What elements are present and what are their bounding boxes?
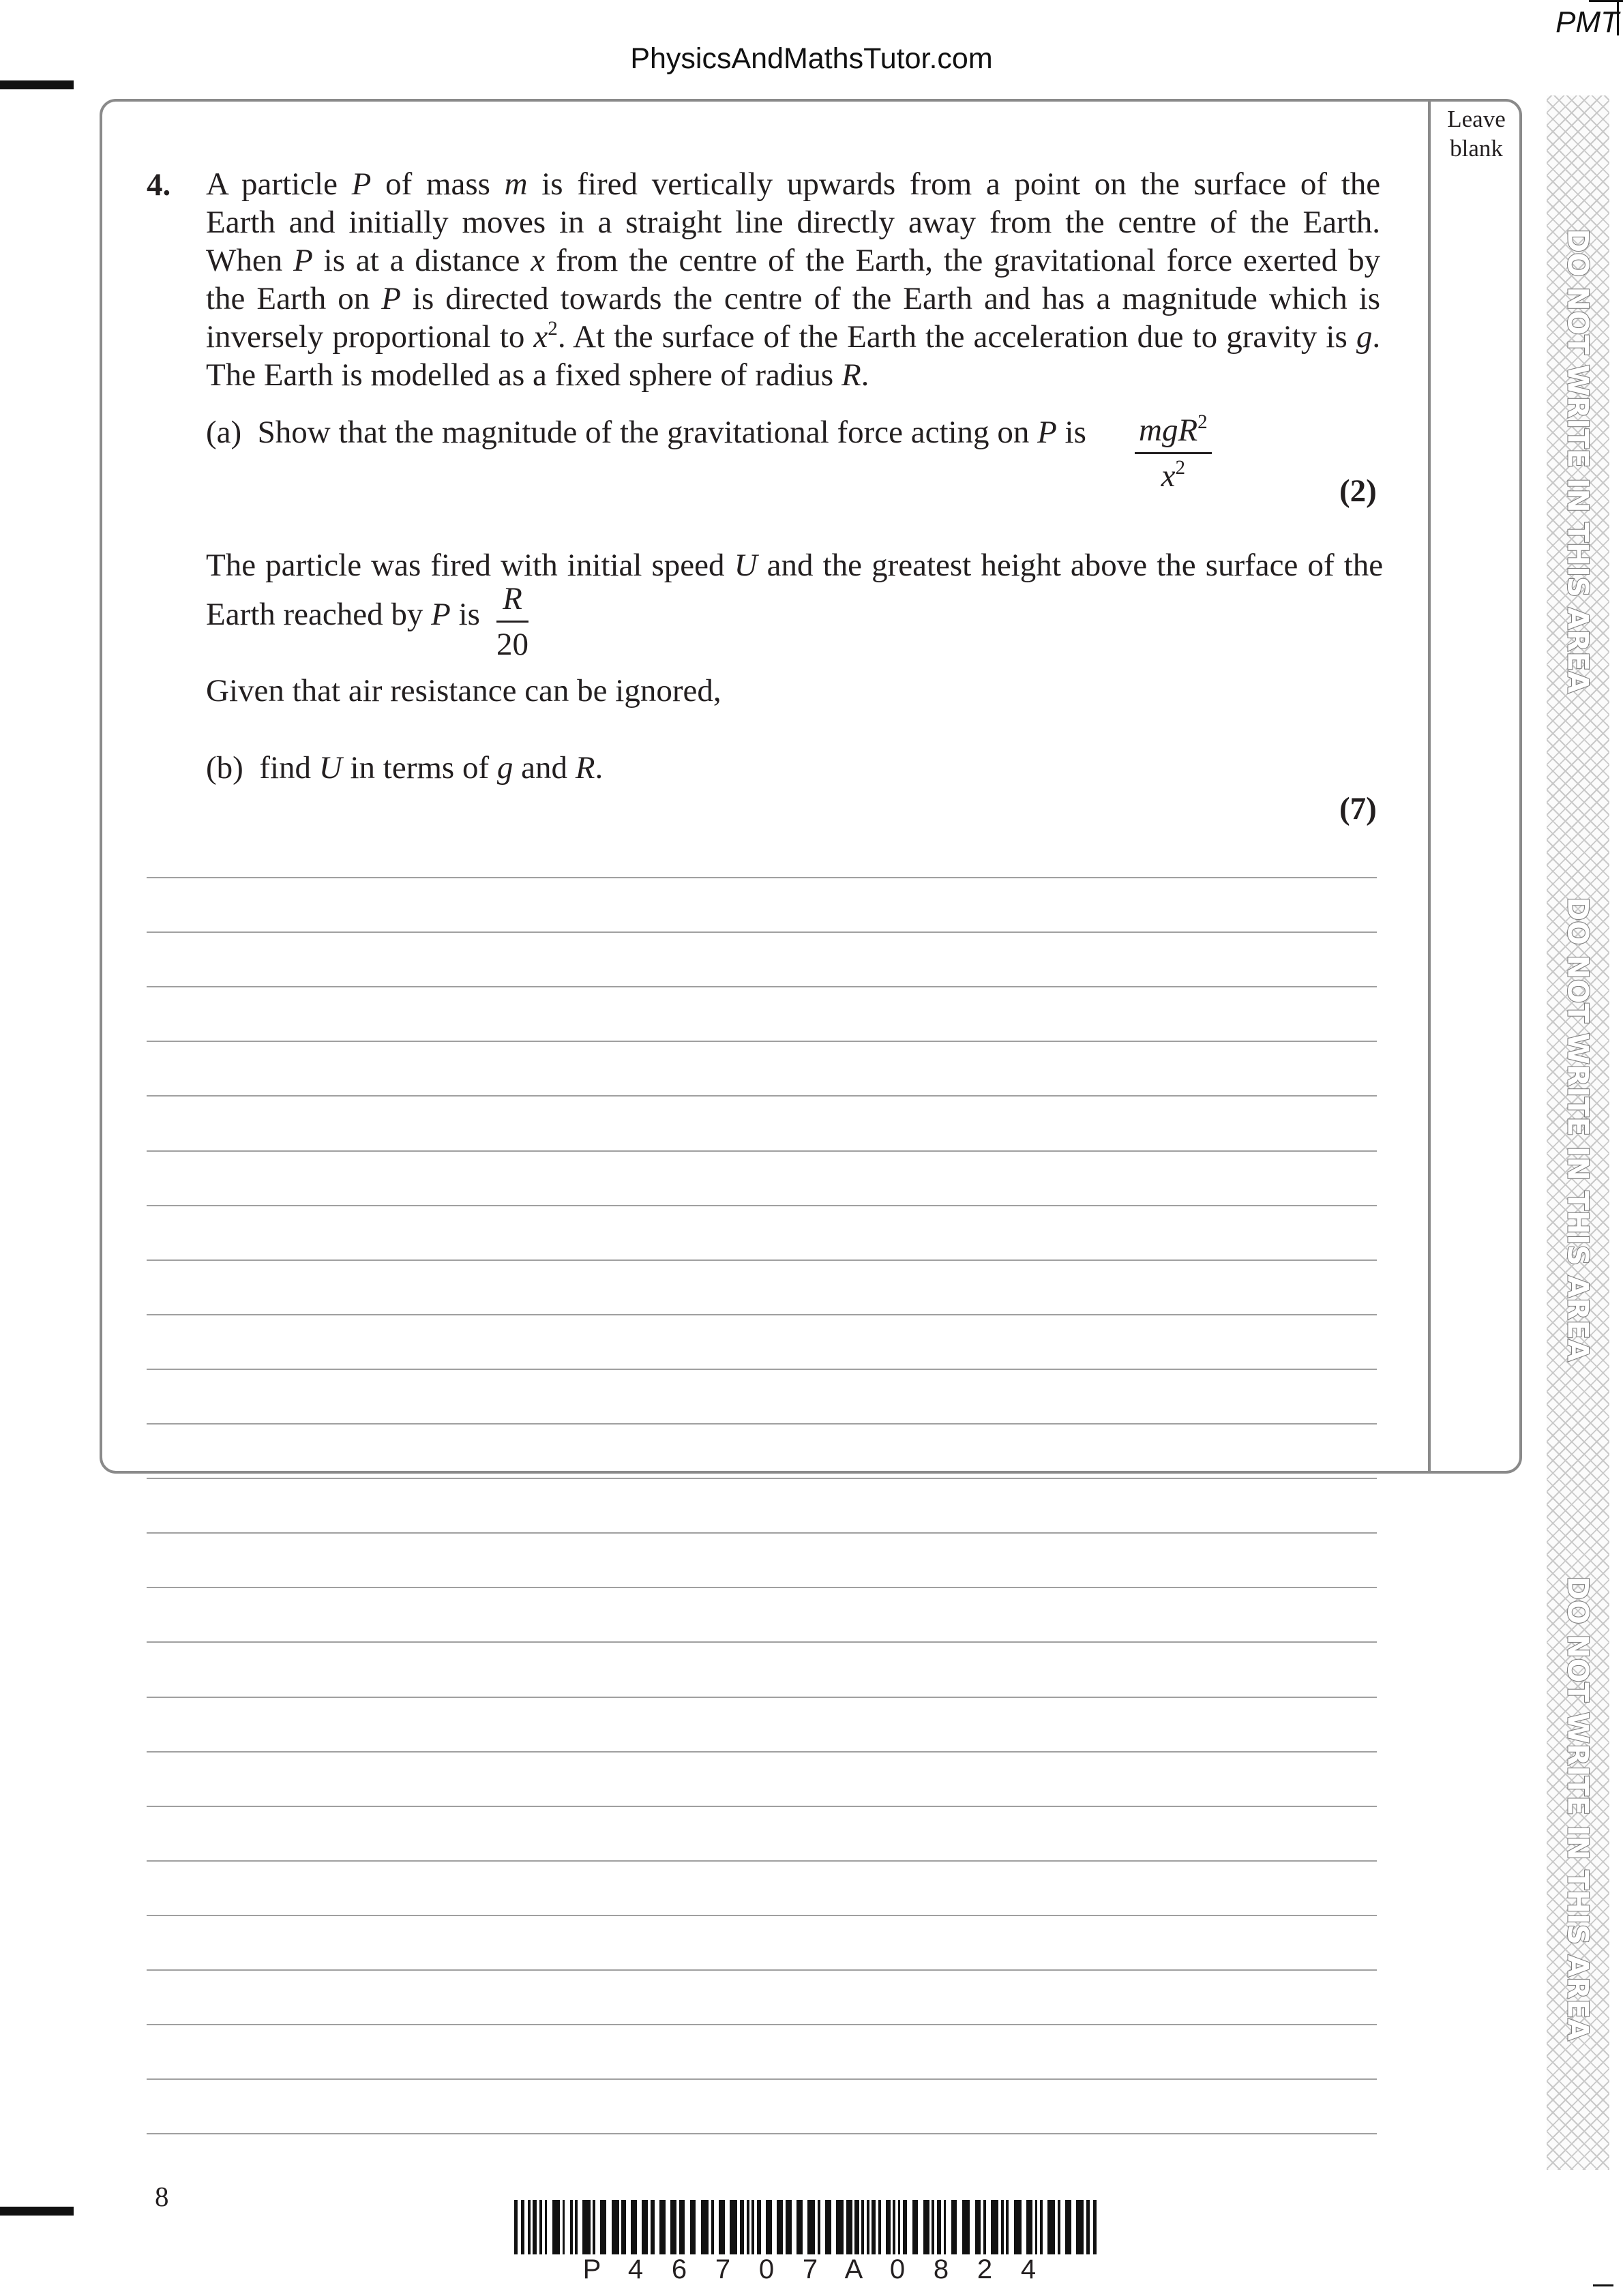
fraction-denominator: $x^2$	[1161, 456, 1186, 494]
answer-line[interactable]	[147, 1915, 1377, 1916]
answer-line[interactable]	[147, 1697, 1377, 1698]
answer-line[interactable]	[147, 1969, 1377, 1971]
barcode-bar	[582, 2200, 590, 2254]
answer-line[interactable]	[147, 1860, 1377, 1862]
barcode-bar	[547, 2200, 552, 2254]
stem-line: A particle P of mass m is fired vertically upwards from a point on the surface of the	[206, 166, 1381, 202]
barcode-bar	[1026, 2200, 1032, 2254]
barcode-bar	[912, 2200, 919, 2254]
answer-line[interactable]	[147, 1095, 1377, 1097]
barcode-bar	[796, 2200, 803, 2254]
barcode-bar	[946, 2200, 951, 2254]
answer-line[interactable]	[147, 1587, 1377, 1588]
answer-line[interactable]	[147, 1150, 1377, 1152]
barcode-bar	[578, 2200, 582, 2254]
barcode-bar	[1022, 2200, 1026, 2254]
part-b	[206, 749, 603, 787]
barcode-digit: P	[582, 2254, 601, 2284]
barcode-bar	[957, 2200, 962, 2254]
context-line-2: Earth reached by P is	[206, 597, 480, 632]
barcode-bar	[714, 2200, 719, 2254]
question-number: 4.	[147, 167, 171, 203]
barcode-bar	[552, 2200, 560, 2254]
answer-line[interactable]	[147, 1423, 1377, 1425]
page-number: 8	[155, 2181, 169, 2212]
answer-line[interactable]	[147, 986, 1377, 987]
barcode-bar	[1097, 2200, 1100, 2254]
stem-line: When P is at a distance x from the centre of the Earth, the gravitational force exerted by	[206, 243, 1381, 278]
barcode-bar	[637, 2200, 642, 2254]
barcode-bar	[612, 2200, 619, 2254]
barcode-bar	[655, 2200, 659, 2254]
do-not-write-label: DO NOT WRITE IN THIS AREA	[1561, 228, 1595, 694]
fraction-denominator: 20	[496, 627, 528, 662]
site-header: PhysicsAndMathsTutor.com	[630, 42, 993, 75]
fraction-numerator: mgR$^2$	[1135, 411, 1212, 454]
barcode-bar	[725, 2200, 730, 2254]
barcode-bar	[986, 2200, 991, 2254]
barcode-bar	[991, 2200, 998, 2254]
answer-line[interactable]	[147, 1259, 1377, 1261]
answer-line[interactable]	[147, 1751, 1377, 1753]
barcode-bar	[766, 2200, 772, 2254]
answer-line[interactable]	[147, 2078, 1377, 2080]
stem-line: the Earth on P is directed towards the centre of the Earth and has a magnitude which is	[206, 281, 1381, 316]
barcode-bar	[970, 2200, 974, 2254]
part-a-label: (a)	[206, 415, 242, 450]
context-line-1: The particle was fired with initial speed U and the greatest height above the surface of the	[206, 548, 1384, 583]
barcode-bar	[600, 2200, 606, 2254]
barcode-bar	[659, 2200, 666, 2254]
barcode-bar	[666, 2200, 670, 2254]
barcode-bar	[690, 2200, 696, 2254]
registration-mark	[0, 2207, 74, 2216]
barcode-bar	[836, 2200, 844, 2254]
barcode-bar	[761, 2200, 766, 2254]
part-a-marks: (2)	[1339, 473, 1377, 509]
answer-line[interactable]	[147, 1806, 1377, 1807]
barcode-bar	[626, 2200, 631, 2254]
leave-blank-divider	[1428, 102, 1431, 1474]
barcode-bar	[923, 2200, 929, 2254]
barcode-bar	[951, 2200, 957, 2254]
barcode-bar	[1043, 2200, 1047, 2254]
barcode-bar	[1009, 2200, 1013, 2254]
barcode-digit: 4	[1020, 2254, 1037, 2284]
barcode-bar	[719, 2200, 725, 2254]
barcode-bar	[565, 2200, 569, 2254]
barcode-bar	[1065, 2200, 1071, 2254]
barcode-bar	[831, 2200, 836, 2254]
barcode-bar	[918, 2200, 923, 2254]
barcode-bar	[786, 2200, 792, 2254]
answer-line[interactable]	[147, 1641, 1377, 1643]
part-b-label: (b)	[206, 750, 243, 786]
barcode-bar	[881, 2200, 886, 2254]
part-a-fraction	[1135, 411, 1212, 495]
answer-line[interactable]	[147, 2133, 1377, 2134]
pmt-tag: PMT	[1555, 5, 1619, 39]
barcode-bar	[1071, 2200, 1076, 2254]
barcode-digit: 6	[671, 2254, 687, 2284]
answer-line[interactable]	[147, 2024, 1377, 2025]
barcode-bar	[685, 2200, 689, 2254]
answer-line[interactable]	[147, 1532, 1377, 1534]
barcode-bar	[962, 2200, 970, 2254]
barcode-bar	[1060, 2200, 1065, 2254]
barcode-digits	[570, 2254, 1050, 2285]
barcode-bar	[825, 2200, 831, 2254]
part-a-text: Show that the magnitude of the gravitational force acting on P is	[257, 415, 1086, 450]
fraction-numerator: R	[496, 580, 528, 623]
barcode	[514, 2200, 1100, 2254]
stem-line: The Earth is modelled as a fixed sphere of radius R.	[206, 357, 869, 393]
barcode-bar	[803, 2200, 807, 2254]
barcode-bar	[975, 2200, 981, 2254]
part-b-marks: (7)	[1339, 791, 1377, 826]
barcode-bar	[606, 2200, 611, 2254]
barcode-bar	[846, 2200, 852, 2254]
barcode-bar	[631, 2200, 637, 2254]
answer-line[interactable]	[147, 1041, 1377, 1042]
barcode-digit: A	[844, 2254, 863, 2284]
stem-line: inversely proportional to $x^2$. At the surface of the Earth the acceleration due to gravity is g.	[206, 317, 1381, 355]
barcode-digit: 7	[802, 2254, 818, 2284]
given-line: Given that air resistance can be ignored,	[206, 673, 721, 709]
barcode-bar	[670, 2200, 676, 2254]
barcode-bar	[679, 2200, 685, 2254]
barcode-digit: 8	[933, 2254, 949, 2284]
barcode-bar	[1014, 2200, 1022, 2254]
barcode-digit: 7	[715, 2254, 731, 2284]
leave-blank-label: Leave blank	[1447, 106, 1506, 162]
barcode-digit: 2	[977, 2254, 993, 2284]
barcode-digit: 4	[627, 2254, 644, 2284]
barcode-bar	[807, 2200, 815, 2254]
barcode-bar	[730, 2200, 737, 2254]
corner-rule	[1593, 2284, 1613, 2286]
barcode-bar	[595, 2200, 600, 2254]
barcode-bar	[1076, 2200, 1084, 2254]
question-stem	[206, 165, 1380, 394]
answer-line[interactable]	[147, 1369, 1377, 1370]
barcode-bar	[772, 2200, 777, 2254]
answer-line[interactable]	[147, 931, 1377, 933]
barcode-bar	[642, 2200, 648, 2254]
context-fraction	[496, 580, 528, 664]
answer-line[interactable]	[147, 1314, 1377, 1315]
barcode-bar	[701, 2200, 709, 2254]
barcode-bar	[1047, 2200, 1055, 2254]
answer-line[interactable]	[147, 1478, 1377, 1479]
barcode-bar	[907, 2200, 912, 2254]
barcode-bar	[820, 2200, 825, 2254]
part-b-text: find U in terms of g and R.	[259, 750, 604, 786]
answer-line[interactable]	[147, 877, 1377, 878]
barcode-bar	[696, 2200, 700, 2254]
stem-line: Earth and initially moves in a straight line directly away from the centre of the Earth.	[206, 205, 1381, 240]
barcode-digit: 0	[758, 2254, 775, 2284]
do-not-write-label: DO NOT WRITE IN THIS AREA	[1561, 1576, 1595, 2041]
barcode-digit: 0	[889, 2254, 906, 2284]
barcode-bar	[777, 2200, 783, 2254]
registration-mark	[0, 80, 74, 89]
barcode-bar	[792, 2200, 796, 2254]
answer-line[interactable]	[147, 1205, 1377, 1206]
do-not-write-label: DO NOT WRITE IN THIS AREA	[1561, 897, 1595, 1362]
